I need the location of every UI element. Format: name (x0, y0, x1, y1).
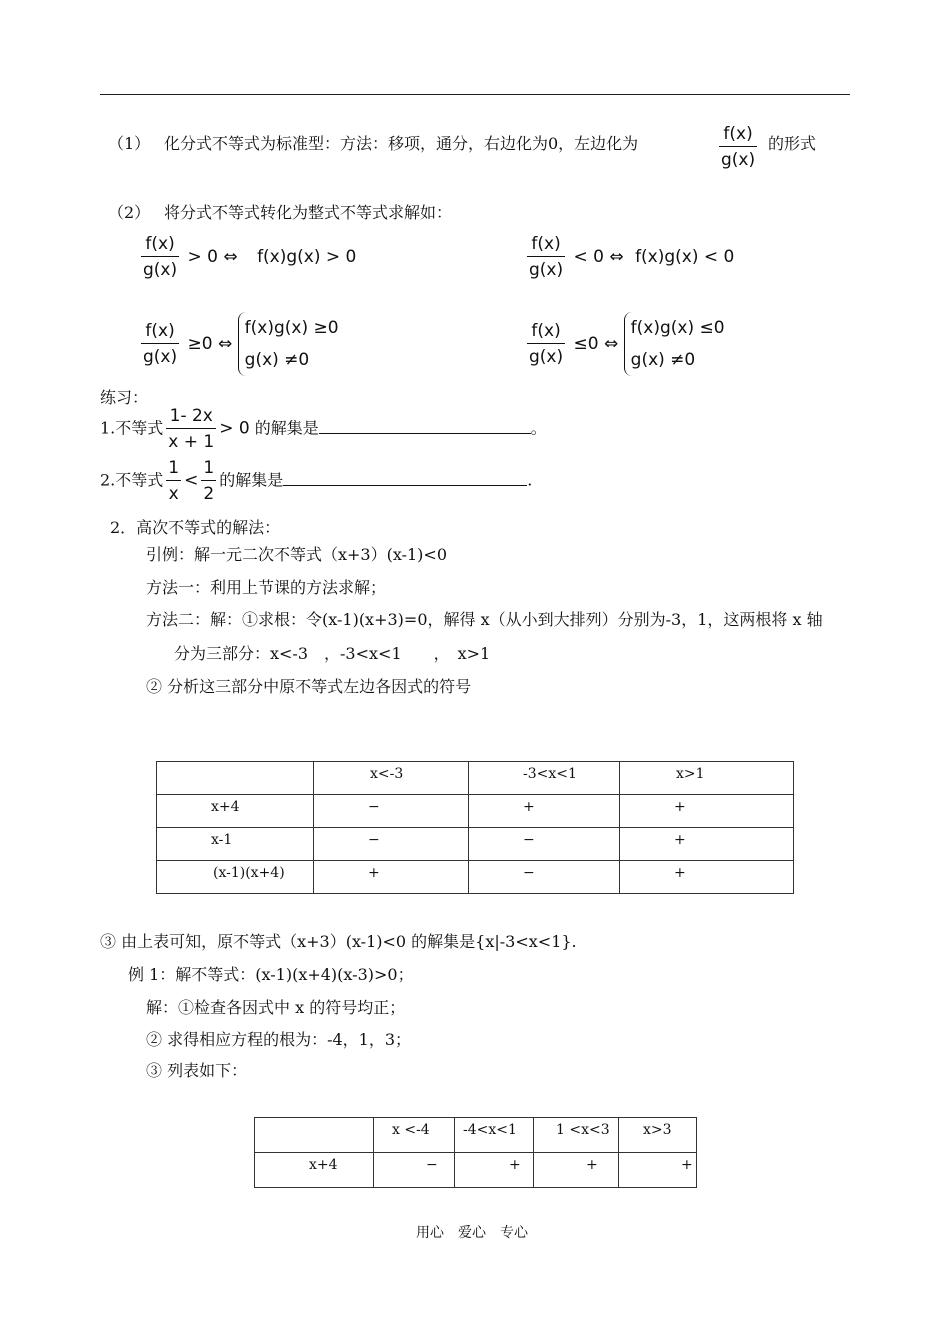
q1-mid: 的解集是 (254, 418, 319, 438)
f4-line1: f(x)g(x) ≤0 (630, 318, 725, 338)
sec2-intro: 引例：解一元二次不等式（x+3）(x-1)<0 (146, 545, 448, 564)
table-cell: + (620, 828, 794, 861)
s1-number: （1） (108, 134, 151, 153)
sec2-method2-cont: 分为三部分：x<-3 ，-3<x<1 ， x>1 (174, 644, 491, 663)
q1-num: 1- 2x (166, 406, 216, 429)
s1-fraction (716, 124, 760, 170)
table-cell: + (455, 1153, 534, 1188)
f4-num: f(x) (527, 321, 565, 344)
f2-rel: < 0 ⇔ (573, 247, 624, 267)
table-cell: + (619, 1153, 697, 1188)
table-row (255, 1118, 697, 1153)
f2-rhs: f(x)g(x) < 0 (635, 247, 735, 267)
practice-q1 (100, 406, 547, 452)
table-cell: + (314, 861, 469, 894)
q1-answer-blank[interactable] (319, 417, 531, 434)
sec2-title: 2．高次不等式的解法： (110, 518, 281, 537)
formula-gt (138, 234, 356, 280)
table-cell: x-1 (157, 828, 314, 861)
f3-line1: f(x)g(x) ≥0 (244, 318, 339, 338)
table-cell: + (620, 861, 794, 894)
f4-den: g(x) (529, 347, 564, 367)
table-row (157, 861, 794, 894)
f4-rel: ≤0 ⇔ (573, 334, 619, 354)
table-cell: − (314, 828, 469, 861)
f2-den: g(x) (529, 260, 564, 280)
f3-rel: ≥0 ⇔ (187, 334, 233, 354)
ex1-step2: ② 求得相应方程的根为：-4，1，3； (146, 1030, 412, 1049)
f1-num: f(x) (141, 234, 179, 257)
q1-rel: > 0 (219, 418, 250, 439)
s1-tail: 的形式 (768, 134, 817, 153)
table-cell: x+4 (255, 1153, 374, 1188)
sign-table-2 (254, 1117, 697, 1188)
ex1-title: 例 1：解不等式：(x-1)(x+4)(x-3)>0； (128, 965, 414, 984)
table-cell: − (469, 861, 620, 894)
q1-end: 。 (530, 418, 547, 438)
table-cell: x+4 (157, 795, 314, 828)
table-row (157, 828, 794, 861)
table-cell: + (534, 1153, 619, 1188)
q2-den-b: 2 (203, 484, 215, 504)
q2-num-a: 1 (166, 458, 181, 481)
q1-den: x + 1 (168, 432, 215, 452)
f3-num: f(x) (141, 321, 179, 344)
table-cell: x>3 (619, 1118, 697, 1153)
q2-end: . (527, 470, 533, 490)
f1-rhs: f(x)g(x) > 0 (257, 247, 357, 267)
formula-ge (138, 312, 339, 376)
q1-prefix: 1.不等式 (100, 418, 164, 438)
q2-mid: 的解集是 (219, 470, 284, 490)
sec2-step2: ② 分析这三部分中原不等式左边各因式的符号 (146, 677, 472, 696)
table-cell: x <-4 (374, 1118, 455, 1153)
sec2-method1: 方法一：利用上节课的方法求解； (146, 578, 387, 597)
table-cell: − (314, 795, 469, 828)
table-cell: − (469, 828, 620, 861)
q2-den-a: x (168, 484, 179, 504)
practice-q2 (100, 458, 532, 504)
table-cell: x>1 (620, 762, 794, 795)
q2-rel: < (184, 470, 199, 491)
table-cell: + (469, 795, 620, 828)
table-cell (157, 762, 314, 795)
q2-prefix: 2.不等式 (100, 470, 164, 490)
f4-system (624, 312, 725, 376)
table-row (157, 762, 794, 795)
s1-frac-num: f(x) (719, 124, 757, 147)
ex1-step1: 解：①检查各因式中 x 的符号均正； (146, 998, 406, 1017)
f3-system (238, 312, 339, 376)
s1-frac-den: g(x) (721, 150, 756, 170)
ex1-step3: ③ 列表如下： (146, 1061, 248, 1080)
conclusion: ③ 由上表可知，原不等式（x+3）(x-1)<0 的解集是{x|-3<x<1}. (100, 932, 577, 951)
f1-den: g(x) (143, 260, 178, 280)
f3-line2: g(x) ≠0 (244, 350, 310, 370)
header-rule (100, 94, 850, 95)
f2-num: f(x) (527, 234, 565, 257)
table-row (157, 795, 794, 828)
q2-answer-blank[interactable] (283, 469, 527, 486)
formula-le (524, 312, 725, 376)
table-cell: -4<x<1 (455, 1118, 534, 1153)
q2-num-b: 1 (201, 458, 216, 481)
f3-den: g(x) (143, 347, 178, 367)
table-cell: -3<x<1 (469, 762, 620, 795)
f4-line2: g(x) ≠0 (630, 350, 696, 370)
sign-table-1 (156, 761, 794, 894)
s2-number: （2） (108, 203, 151, 222)
sec2-method2: 方法二：解：①求根：令(x-1)(x+3)=0，解得 x（从小到大排列）分别为-3，1，这两根将 x 轴 (146, 610, 823, 629)
table-cell: (x-1)(x+4) (157, 861, 314, 894)
page-footer: 用心 爱心 专心 (416, 1225, 528, 1241)
table-cell: x<-3 (314, 762, 469, 795)
table-cell (255, 1118, 374, 1153)
practice-title: 练习： (100, 388, 149, 407)
table-cell: 1 <x<3 (534, 1118, 619, 1153)
f1-rel: > 0 ⇔ (187, 247, 238, 267)
formula-lt (524, 234, 734, 280)
table-row (255, 1153, 697, 1188)
s2-text: 将分式不等式转化为整式不等式求解如： (164, 203, 453, 222)
table-cell: + (620, 795, 794, 828)
s1-text: 化分式不等式为标准型：方法：移项，通分，右边化为0，左边化为 (164, 134, 639, 153)
table-cell: − (374, 1153, 455, 1188)
